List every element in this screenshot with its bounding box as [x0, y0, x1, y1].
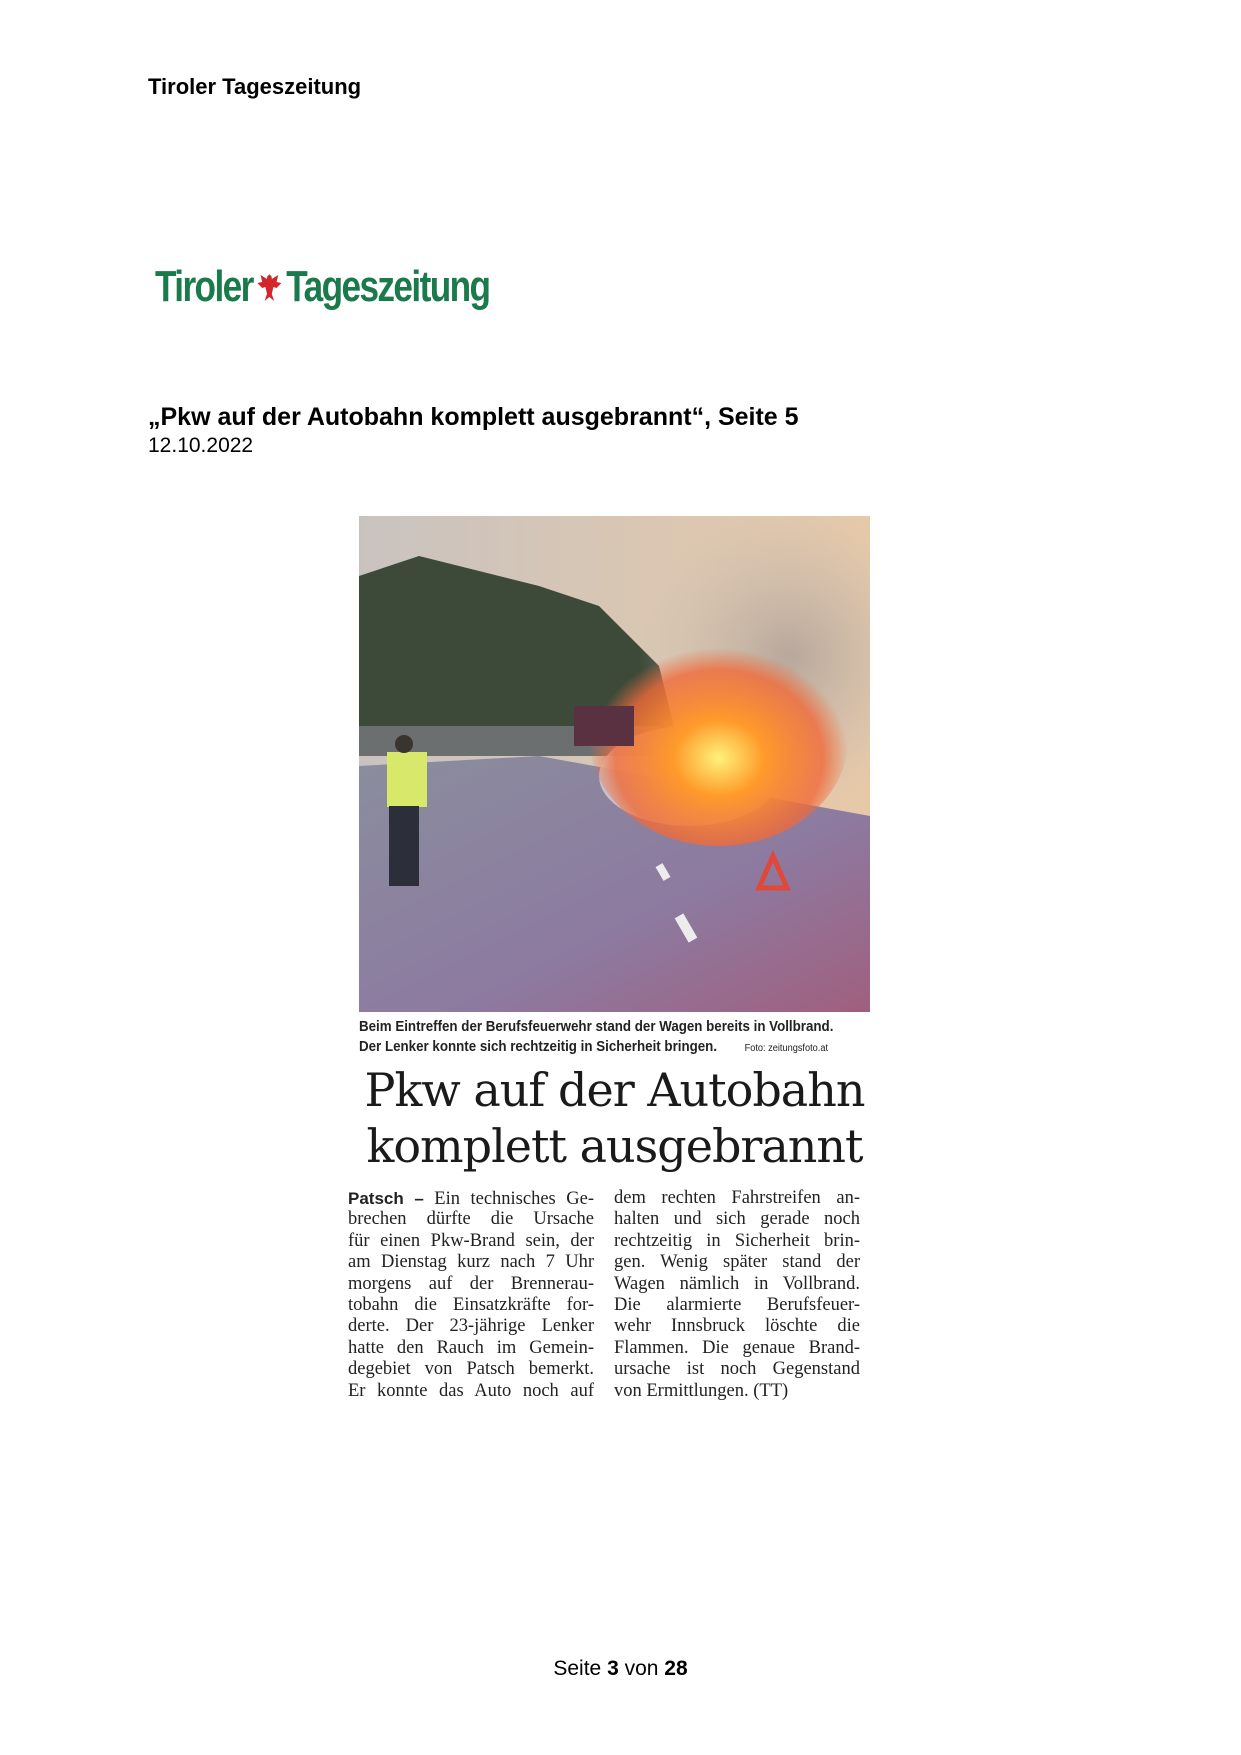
article-photo	[359, 516, 870, 1012]
caption-line: Der Lenker konnte sich rechtzeitig in Sicherheit bringen.	[359, 1039, 718, 1055]
article-reference-title: „Pkw auf der Autobahn komplett ausgebrannt“, Seite 5	[148, 403, 799, 431]
text-line: rechtzeitig in Sicherheit brin-	[614, 1230, 860, 1251]
article-column-1	[348, 1188, 594, 1402]
logo-text-left: Tiroler	[155, 262, 253, 311]
text-line: Flammen. Die genaue Brand-	[614, 1337, 860, 1358]
total-pages: 28	[664, 1657, 688, 1680]
text-line: am Dienstag kurz nach 7 Uhr	[348, 1252, 594, 1273]
text-line: brechen dürfte die Ursache	[348, 1209, 594, 1230]
current-page: 3	[607, 1657, 619, 1680]
text-line: degebiet von Patsch bemerkt.	[348, 1359, 594, 1380]
article-column-2	[614, 1188, 860, 1402]
text-line: Die alarmierte Berufsfeuer-	[614, 1294, 860, 1315]
text-line: derte. Der 23-jährige Lenker	[348, 1316, 594, 1337]
photo-caption	[359, 1017, 834, 1059]
text-line: halten und sich gerade noch	[614, 1209, 860, 1230]
page-label: Seite	[553, 1657, 602, 1680]
publication-header: Tiroler Tageszeitung	[148, 74, 362, 99]
caption-line: Beim Eintreffen der Berufsfeuerwehr stand der Wagen bereits in Vollbrand.	[359, 1019, 834, 1035]
text-line: Patsch – Ein technisches Ge-	[348, 1189, 594, 1209]
headline-line: Pkw auf der Autobahn	[364, 1063, 865, 1117]
page-sep: von	[624, 1657, 659, 1680]
logo-text-right: Tageszeitung	[286, 262, 490, 311]
headline-line: komplett ausgebrannt	[366, 1119, 863, 1173]
text-line: tobahn die Einsatzkräfte for-	[348, 1294, 594, 1315]
text-line: Er konnte das Auto noch auf	[348, 1380, 594, 1401]
text-line: gen. Wenig später stand der	[614, 1252, 860, 1273]
text-line: wehr Innsbruck löschte die	[614, 1316, 860, 1337]
car-fire-photo	[359, 516, 870, 1012]
newspaper-logo	[155, 262, 489, 312]
tyrolean-eagle-icon	[256, 270, 283, 304]
text-line: ursache ist noch Gegenstand	[614, 1359, 860, 1380]
photo-credit: Foto: zeitungsfoto.at	[744, 1043, 829, 1054]
text-line: für einen Pkw-Brand sein, der	[348, 1230, 594, 1251]
text-line: von Ermittlungen. (TT)	[614, 1380, 789, 1401]
text-line: dem rechten Fahrstreifen an-	[614, 1188, 860, 1208]
page-footer	[0, 1657, 1241, 1681]
article-date: 12.10.2022	[148, 434, 254, 457]
text-line: morgens auf der Brennerau-	[348, 1273, 594, 1294]
article-headline	[359, 1062, 870, 1174]
text-line: hatte den Rauch im Gemein-	[348, 1337, 594, 1358]
dateline: Patsch –	[348, 1189, 424, 1208]
text-line: Wagen nämlich in Vollbrand.	[614, 1273, 860, 1294]
